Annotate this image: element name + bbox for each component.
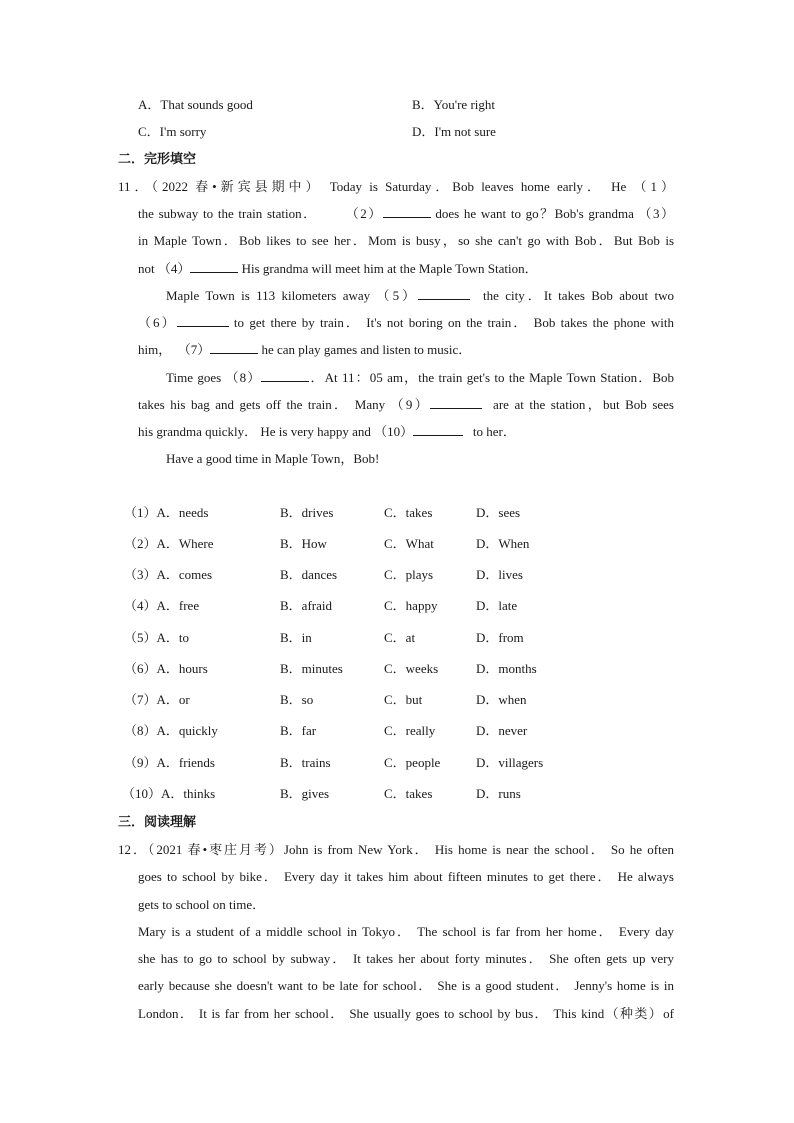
option-c: C．takes	[384, 786, 433, 801]
prev-option-a: A．That sounds good	[138, 97, 253, 112]
option-b: B．far	[280, 723, 317, 738]
option-a: （9）A．friends	[124, 755, 215, 770]
q11-option-row	[124, 566, 584, 584]
option-a: （8）A．quickly	[124, 723, 218, 738]
q12-line-4: Mary is a student of a middle school in Tokyo． The school is far from her home． Every day	[138, 924, 674, 939]
q11-line-6: （6） to get there by train． It's not boring on the train． Bob takes the phone with	[138, 315, 674, 330]
option-d: D．never	[476, 723, 528, 738]
option-a: （7）A．or	[124, 692, 190, 707]
q11-option-row	[122, 785, 582, 803]
q11-option-row	[124, 535, 584, 553]
q11-line-10: his grandma quickly． He is very happy and （10） to her．	[138, 424, 516, 439]
option-c: C．happy	[384, 598, 438, 613]
option-a: （4）A．free	[124, 598, 200, 613]
q11-line-4: not （4） His grandma will meet him at the Maple Town Station．	[138, 261, 538, 276]
option-c: C．weeks	[384, 661, 439, 676]
section-heading-cloze: 二．完形填空	[118, 152, 197, 167]
option-a: （5）A．to	[124, 630, 190, 645]
q11-line-7: him， （7） he can play games and listen to music．	[138, 342, 472, 357]
q11-option-row	[124, 629, 584, 647]
blank-5	[418, 287, 470, 300]
blank-2	[383, 205, 431, 218]
blank-6	[177, 314, 229, 327]
option-d: D．villagers	[476, 755, 544, 770]
q12-line-6: early because she doesn't want to be late for school． She is a good student． Jenny's home is in	[138, 978, 674, 993]
q12-line-3: gets to school on time．	[138, 897, 266, 912]
option-a: （1）A．needs	[124, 505, 209, 520]
option-b: B．in	[280, 630, 312, 645]
q12-line-2: goes to school by bike． Every day it takes him about fifteen minutes to get there． He always	[138, 869, 674, 884]
prev-option-b: B．You're right	[412, 97, 496, 112]
option-c: C．but	[384, 692, 423, 707]
option-a: （2）A．Where	[124, 536, 214, 551]
section-heading-reading: 三．阅读理解	[118, 815, 197, 830]
blank-8	[261, 369, 309, 382]
q11-option-row	[124, 660, 584, 678]
q12-line-5: she has to go to school by subway． It takes her about forty minutes． She often gets up very	[138, 951, 674, 966]
option-d: D．lives	[476, 567, 523, 582]
prev-option-c: C．I'm sorry	[138, 124, 207, 139]
option-d: D．late	[476, 598, 518, 613]
option-b: B．trains	[280, 755, 331, 770]
option-b: B．drives	[280, 505, 334, 520]
option-c: C．at	[384, 630, 416, 645]
option-b: B．minutes	[280, 661, 343, 676]
q11-line-3: in Maple Town．Bob likes to see her．Mom is busy，so she can't go with Bob．But Bob is	[138, 233, 674, 248]
blank-7	[210, 341, 258, 354]
option-c: C．takes	[384, 505, 433, 520]
option-c: C．What	[384, 536, 434, 551]
option-b: B．How	[280, 536, 327, 551]
q11-line-9: takes his bag and gets off the train． Many （9） are at the station，but Bob sees	[138, 397, 674, 412]
option-d: D．months	[476, 661, 537, 676]
q11-option-row	[124, 754, 584, 772]
option-c: C．really	[384, 723, 436, 738]
option-b: B．afraid	[280, 598, 332, 613]
option-a: （10）A．thinks	[122, 786, 216, 801]
option-b: B．dances	[280, 567, 338, 582]
prev-option-d: D．I'm not sure	[412, 124, 496, 139]
q11-option-row	[124, 722, 584, 740]
q11-line-11: Have a good time in Maple Town，Bob!	[166, 451, 380, 466]
q11-line-2: the subway to the train station． （2） does he want to go？Bob's grandma （3）	[138, 206, 674, 221]
q12-line-7: London． It is far from her school． She usually goes to school by bus． This kind（种类）of	[138, 1006, 674, 1021]
q12-line-1: 12．（2021 春•枣庄月考）John is from New York． His home is near the school． So he often	[118, 842, 674, 857]
blank-9	[430, 396, 482, 409]
option-d: D．When	[476, 536, 530, 551]
option-c: C．plays	[384, 567, 434, 582]
option-d: D．when	[476, 692, 527, 707]
q11-option-row	[124, 504, 584, 522]
option-a: （3）A．comes	[124, 567, 213, 582]
blank-4	[190, 260, 238, 273]
option-c: C．people	[384, 755, 441, 770]
option-d: D．runs	[476, 786, 521, 801]
q11-line-5: Maple Town is 113 kilometers away （5） the city．It takes Bob about two	[166, 288, 674, 303]
option-d: D．from	[476, 630, 524, 645]
option-b: B．so	[280, 692, 314, 707]
q11-line-8: Time goes （8） ．At 11：05 am，the train get's to the Maple Town Station．Bob	[166, 370, 674, 385]
blank-10	[413, 423, 463, 436]
option-d: D．sees	[476, 505, 521, 520]
q11-option-row	[124, 691, 584, 709]
q11-option-row	[124, 597, 584, 615]
option-a: （6）A．hours	[124, 661, 208, 676]
q11-line-1: 11．（2022 春•新宾县期中） Today is Saturday．Bob leaves home early． He （1）	[118, 179, 674, 194]
option-b: B．gives	[280, 786, 330, 801]
